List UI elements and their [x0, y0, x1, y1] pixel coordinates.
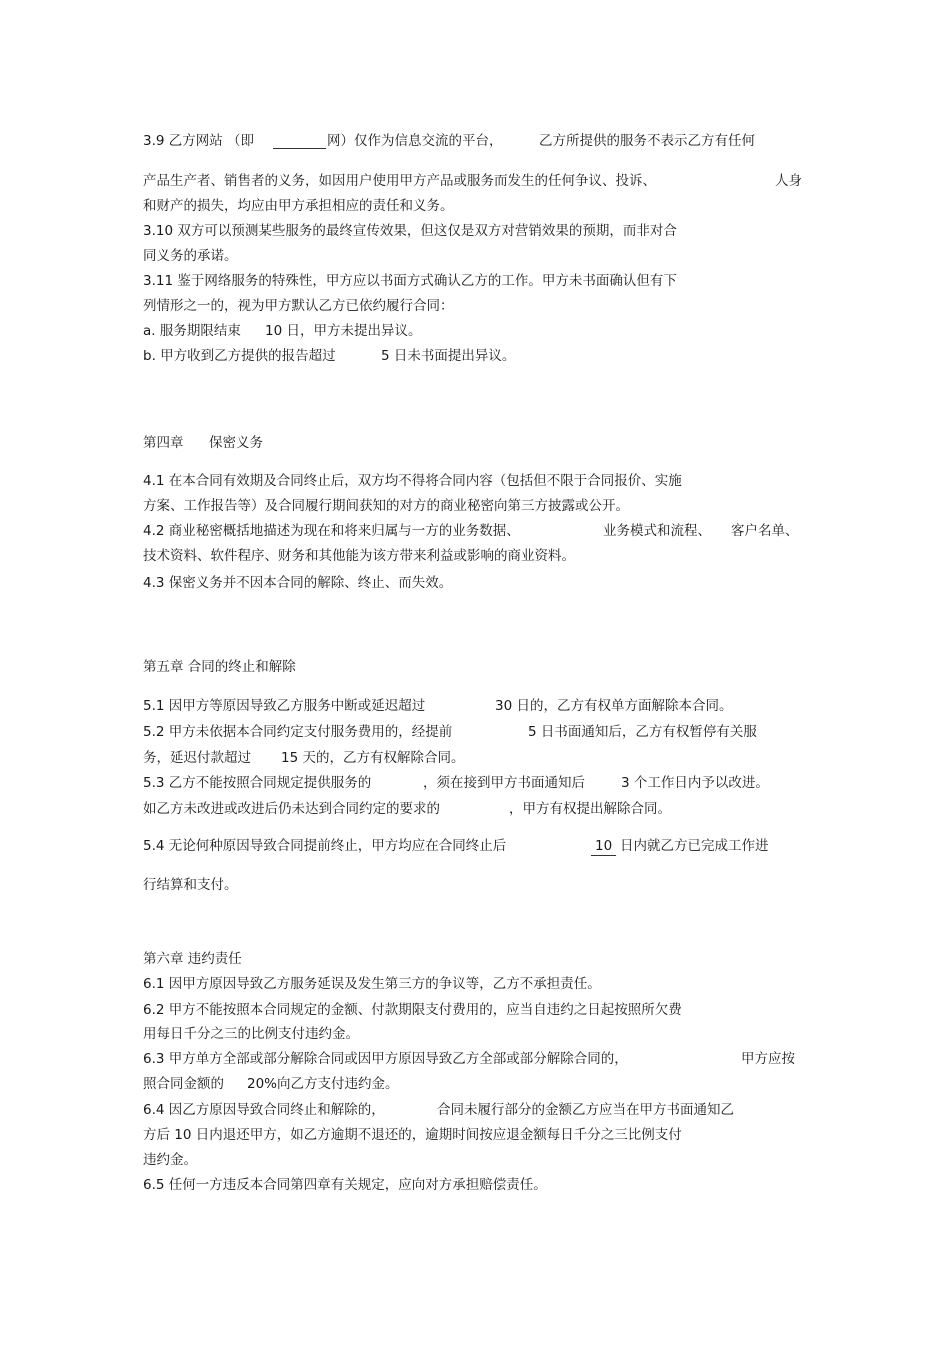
clause-3-9-line-3: 和财产的损失，均应由甲方承担相应的责任和义务。 [143, 198, 454, 214]
clause-5-2-text-b: 5 日书面通知后，乙方有权暂停有关服 [528, 724, 757, 740]
clause-6-3-text-a: 6.3 甲方单方全部或部分解除合同或因甲方原因导致乙方全部或部分解除合同的， [143, 1051, 628, 1067]
clause-4-2-line-2: 技术资料、软件程序、财务和其他能为该方带来利益或影响的商业资料。 [143, 548, 575, 564]
clause-5-1-text-a: 5.1 因甲方等原因导致乙方服务中断或延迟超过 [143, 698, 426, 714]
clause-6-2-line-2: 用每日千分之三的比例支付违约金。 [143, 1026, 359, 1042]
clause-6-1: 6.1 因甲方原因导致乙方服务延误及发生第三方的争议等，乙方不承担责任。 [143, 976, 601, 992]
clause-6-4-line-2: 方后 10 日内退还甲方，如乙方逾期不退还的，逾期时间按应退金额每日千分之三比例支付 [143, 1127, 682, 1143]
clause-3-9-text-e: 人身 [775, 173, 802, 189]
item-b-text-b: 5 日未书面提出异议。 [381, 348, 516, 364]
chapter-6-title: 第六章 违约责任 [143, 951, 242, 967]
clause-4-3: 4.3 保密义务并不因本合同的解除、终止、而失效。 [143, 575, 453, 591]
clause-4-2-text-b: 业务模式和流程、 [603, 523, 711, 539]
clause-5-3-text-e: ，甲方有权提出解除合同。 [509, 801, 671, 817]
clause-5-4-days-value: 10 [591, 837, 616, 856]
item-a-text-a: a. 服务期限结束 [143, 323, 241, 339]
clause-3-11-line-1: 3.11 鉴于网络服务的特殊性，甲方应以书面方式确认乙方的工作。甲方未书面确认但有下 [143, 273, 677, 289]
chapter-4-number: 第四章 [143, 435, 184, 451]
clause-5-2-text-c: 务，延迟付款超过 [143, 750, 251, 766]
clause-3-9-text-c: 乙方所提供的服务不表示乙方有任何 [539, 133, 755, 149]
clause-3-10-line-2: 同义务的承诺。 [143, 248, 238, 264]
clause-6-2-line-1: 6.2 甲方不能按照本合同规定的金额、付款期限支付费用的，应当自违约之日起按照所欠费 [143, 1002, 682, 1018]
clause-5-4-text-b: 日内就乙方已完成工作进 [620, 838, 769, 854]
clause-6-4-line-3: 违约金。 [143, 1152, 197, 1168]
clause-3-10-line-1: 3.10 双方可以预测某些服务的最终宣传效果，但这仅是双方对营销效果的预期，而非对合 [143, 223, 677, 239]
clause-3-11-line-2: 列情形之一的，视为甲方默认乙方已依约履行合同： [143, 298, 454, 314]
clause-5-3-text-b: ，须在接到甲方书面通知后 [423, 775, 585, 791]
clause-6-3-text-d: 20%向乙方支付违约金。 [247, 1076, 399, 1092]
clause-4-2-text-c: 客户名单、 [731, 523, 799, 539]
clause-4-1-line-1: 4.1 在本合同有效期及合同终止后，双方均不得将合同内容（包括但不限于合同报价、实施 [143, 473, 682, 489]
clause-6-3-text-b: 甲方应按 [741, 1051, 795, 1067]
clause-5-3-text-c: 3 个工作日内予以改进。 [621, 775, 769, 791]
clause-3-9-text-b: 网）仅作为信息交流的平台， [327, 133, 503, 149]
clause-4-1-line-2: 方案、工作报告等）及合同履行期间获知的对方的商业秘密向第三方披露或公开。 [143, 498, 629, 514]
clause-3-9-text-d: 产品生产者、销售者的义务，如因用户使用甲方产品或服务而发生的任何争议、投诉、 [143, 173, 656, 189]
clause-5-2-text-d: 15 天的，乙方有权解除合同。 [281, 750, 465, 766]
clause-6-5: 6.5 任何一方违反本合同第四章有关规定，应向对方承担赔偿责任。 [143, 1177, 547, 1193]
clause-4-2-text-a: 4.2 商业秘密概括地描述为现在和将来归属与一方的业务数据、 [143, 523, 520, 539]
clause-5-4-line-2: 行结算和支付。 [143, 877, 238, 893]
chapter-5-title: 第五章 合同的终止和解除 [143, 659, 296, 675]
clause-6-4-text-b: 合同未履行部分的金额乙方应当在甲方书面通知乙 [437, 1102, 734, 1118]
clause-6-3-text-c: 照合同金额的 [143, 1076, 224, 1092]
clause-5-2-text-a: 5.2 甲方未依据本合同约定支付服务费用的，经提前 [143, 724, 453, 740]
clause-5-3-text-d: 如乙方未改进或改进后仍未达到合同约定的要求的 [143, 801, 440, 817]
clause-5-3-text-a: 5.3 乙方不能按照合同规定提供服务的 [143, 775, 372, 791]
clause-5-4-text-a: 5.4 无论何种原因导致合同提前终止，甲方均应在合同终止后 [143, 838, 507, 854]
chapter-4-name: 保密义务 [209, 435, 263, 451]
clause-5-1-text-b: 30 日的，乙方有权单方面解除本合同。 [495, 698, 733, 714]
item-a-text-b: 10 日，甲方未提出异议。 [265, 323, 422, 339]
clause-6-4-text-a: 6.4 因乙方原因导致合同终止和解除的， [143, 1102, 385, 1118]
clause-3-9-text-a: 3.9 乙方网站 （即 [143, 133, 255, 149]
item-b-text-a: b. 甲方收到乙方提供的报告超过 [143, 348, 336, 364]
fill-in-blank [273, 132, 326, 154]
